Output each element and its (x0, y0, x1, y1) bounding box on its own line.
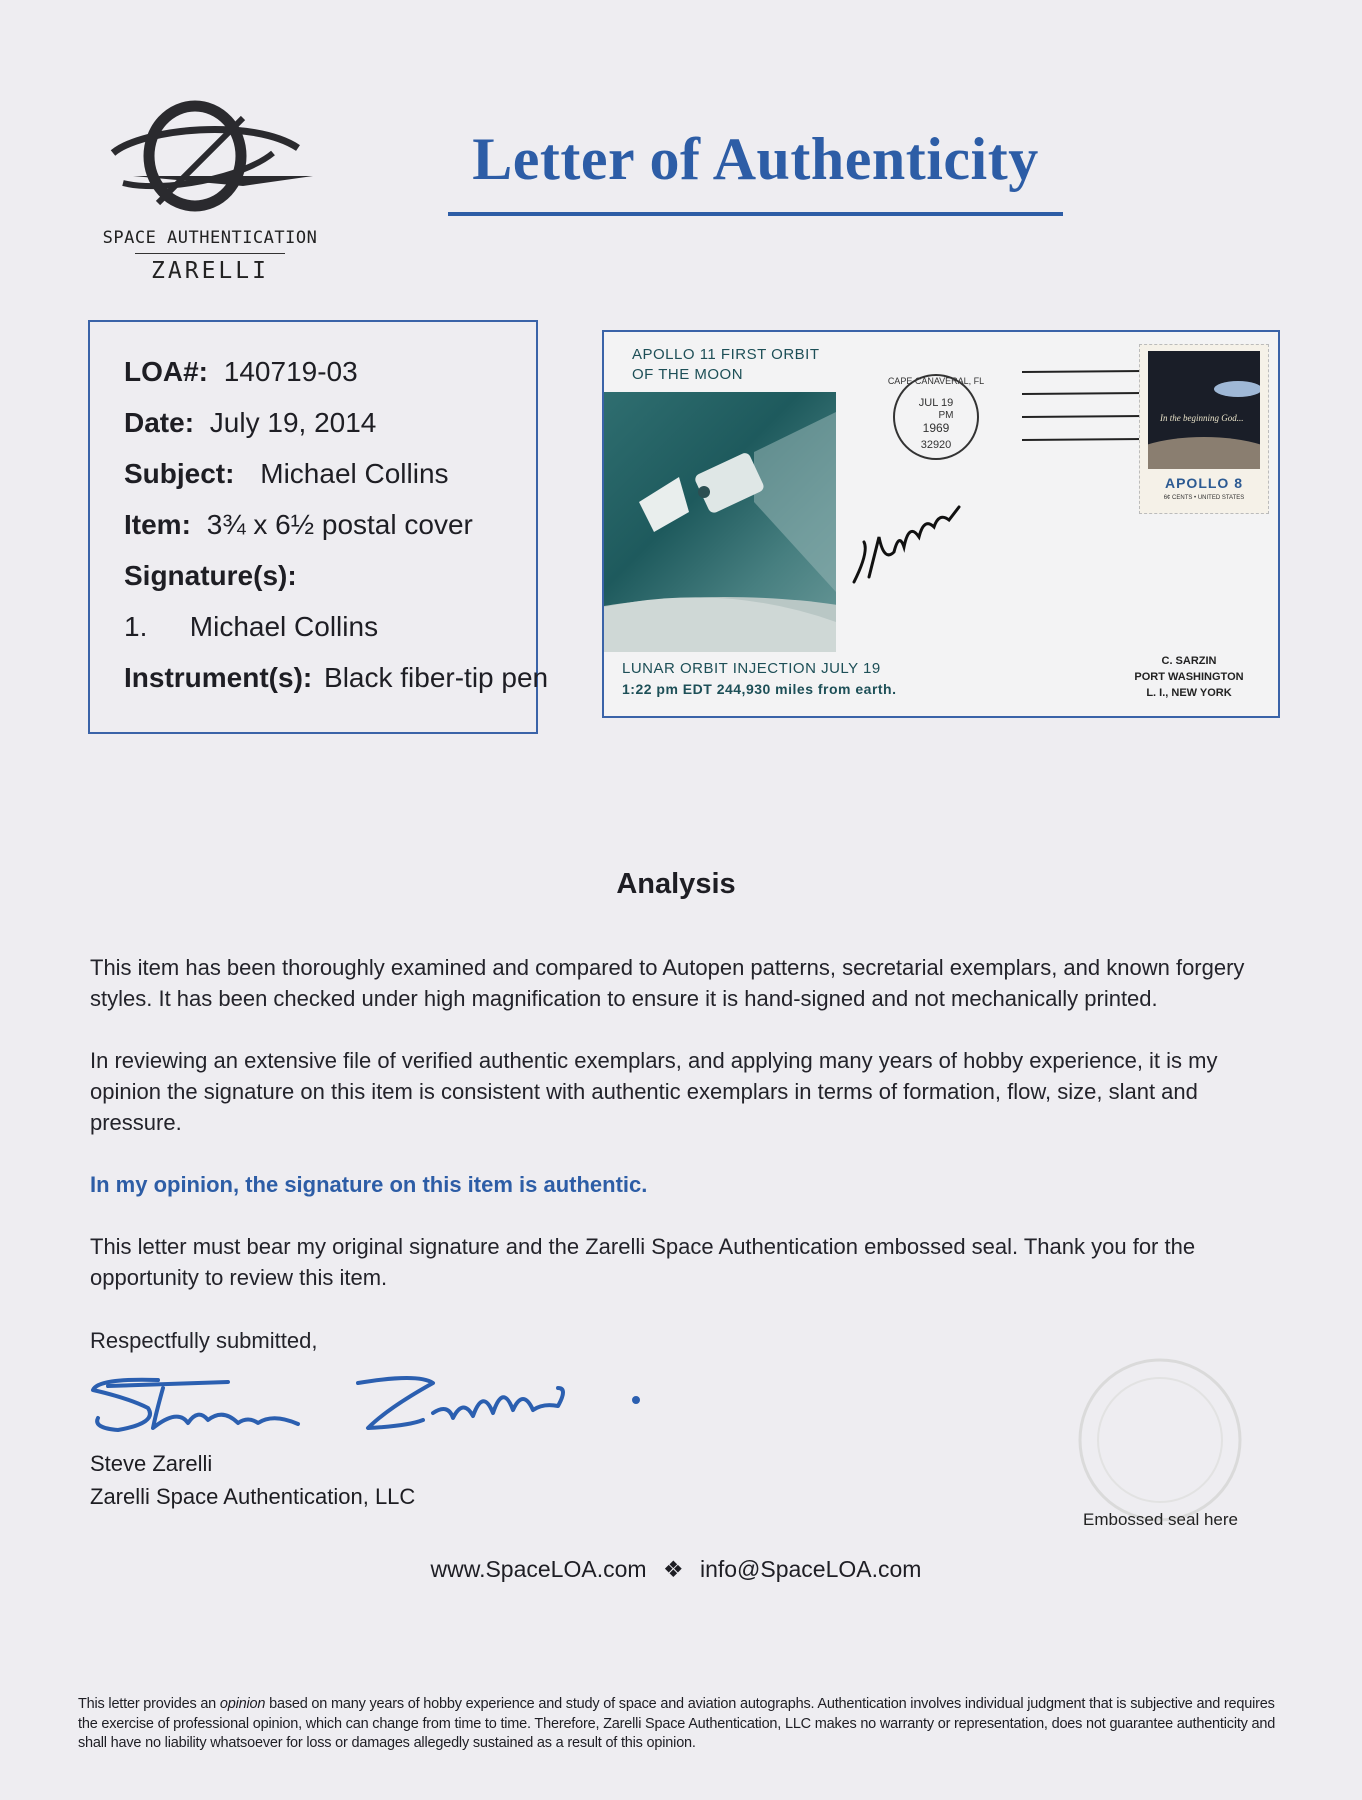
signature-entry (124, 611, 378, 643)
item-row (124, 509, 473, 541)
apollo-stamp (1139, 344, 1269, 514)
stamp-earth-image (1148, 351, 1260, 469)
stamp-quote: In the beginning God... (1160, 413, 1244, 423)
postmark-date: JUL 19 (918, 397, 954, 409)
logo-text-line1: SPACE AUTHENTICATION (102, 228, 318, 248)
postmark-icon (884, 362, 994, 472)
loa-details-box (88, 320, 549, 734)
signatures-row (124, 560, 305, 592)
instrument-row (124, 662, 548, 694)
loa-number-row (124, 356, 358, 388)
signature-number: 1. (124, 611, 148, 642)
sender-line2: PORT WASHINGTON (1134, 671, 1244, 683)
postal-cover-image (602, 330, 1280, 718)
postmark-pm: PM (938, 410, 954, 421)
subject-label: Subject: (124, 458, 235, 489)
logo-text-line2: ZARELLI (151, 258, 269, 284)
cover-caption-line1: LUNAR ORBIT INJECTION JULY 19 (622, 660, 881, 677)
subject-value: Michael Collins (260, 458, 449, 489)
orbit-logo-icon (103, 98, 318, 218)
item-value: 3¾ x 6½ postal cover (206, 509, 473, 540)
contact-line (0, 1556, 1352, 1583)
cover-caption-line2: 1:22 pm EDT 244,930 miles from earth. (622, 681, 897, 697)
disclaimer-italic: opinion (219, 1696, 266, 1712)
signer-name: Steve Zarelli (90, 1451, 213, 1476)
item-label: Item: (124, 509, 191, 540)
analysis-paragraph-1: This item has been thoroughly examined and compared to Autopen patterns, secretarial exemplars, and known forgery styles. It has been checked under high magnification to ensure it is hand-signed and not mechanically printed. (90, 955, 1245, 1011)
disclaimer-part2: based on many years of hobby experience and study of space and aviation autographs. Authentication involves individual judgment that is subjective and requires the exercise of professional opinion, which can change from time to time. Therefore, Zarelli Space Authentication, LLC makes no warranty or representation, does not guarantee authenticity and shall have no liability whatsoever for loss or damages allegedly sustained as a result of this opinion. (78, 1696, 1276, 1751)
website-link[interactable]: www.SpaceLOA.com (430, 1556, 647, 1582)
date-row (124, 407, 376, 439)
postmark-city: CAPE CANAVERAL, FL (887, 376, 985, 386)
steve-zarelli-signature-image (88, 1368, 648, 1448)
opinion-statement: In my opinion, the signature on this item is authentic. (90, 1172, 648, 1197)
collins-autograph-image (849, 482, 979, 592)
company-logo (85, 98, 335, 288)
contact-separator-icon: ❖ (662, 1556, 684, 1582)
instrument-label: Instrument(s): (124, 662, 313, 693)
signature-name: Michael Collins (189, 611, 379, 642)
signer-company: Zarelli Space Authentication, LLC (90, 1484, 416, 1509)
loa-number-value: 140719-03 (223, 356, 358, 387)
sender-line1: C. SARZIN (1161, 655, 1217, 667)
cover-heading-line1: APOLLO 11 FIRST ORBIT (632, 346, 820, 363)
stamp-name: APOLLO 8 (1164, 475, 1243, 491)
analysis-heading: Analysis (616, 868, 736, 900)
embossed-seal-label: Embossed seal here (1083, 1510, 1238, 1529)
date-value: July 19, 2014 (209, 407, 377, 438)
analysis-paragraph-3: This letter must bear my original signature and the Zarelli Space Authentication embossed seal. Thank you for the opportunity to review this item. (90, 1234, 1196, 1290)
disclaimer-text (78, 1695, 1288, 1754)
signatures-label: Signature(s): (124, 560, 297, 591)
spacecraft-icon (604, 392, 836, 652)
logo-divider (135, 253, 285, 254)
cover-heading-line2: OF THE MOON (632, 366, 744, 383)
date-label: Date: (124, 407, 195, 438)
postmark-year: 1969 (922, 421, 950, 435)
email-link[interactable]: info@SpaceLOA.com (699, 1556, 922, 1582)
stamp-sub: 6¢ CENTS • UNITED STATES (1163, 495, 1245, 501)
spacecraft-photo (604, 392, 836, 652)
disclaimer-part1: This letter provides an (78, 1696, 220, 1712)
closing-text: Respectfully submitted, (90, 1328, 318, 1353)
subject-row (124, 458, 449, 490)
instrument-value: Black fiber-tip pen (324, 662, 549, 693)
sender-line3: L. I., NEW YORK (1146, 687, 1232, 699)
loa-number-label: LOA#: (124, 356, 208, 387)
title-underline (448, 212, 1063, 216)
postmark-zip: 32920 (920, 439, 952, 451)
analysis-paragraph-2: In reviewing an extensive file of verified authentic exemplars, and applying many years of hobby experience, it is my opinion the signature on this item is consistent with authentic exemplars in terms of formation, flow, size, slant and pressure. (90, 1048, 1218, 1135)
page-title: Letter of Authenticity (472, 126, 1039, 192)
earthrise-icon (1148, 351, 1260, 469)
